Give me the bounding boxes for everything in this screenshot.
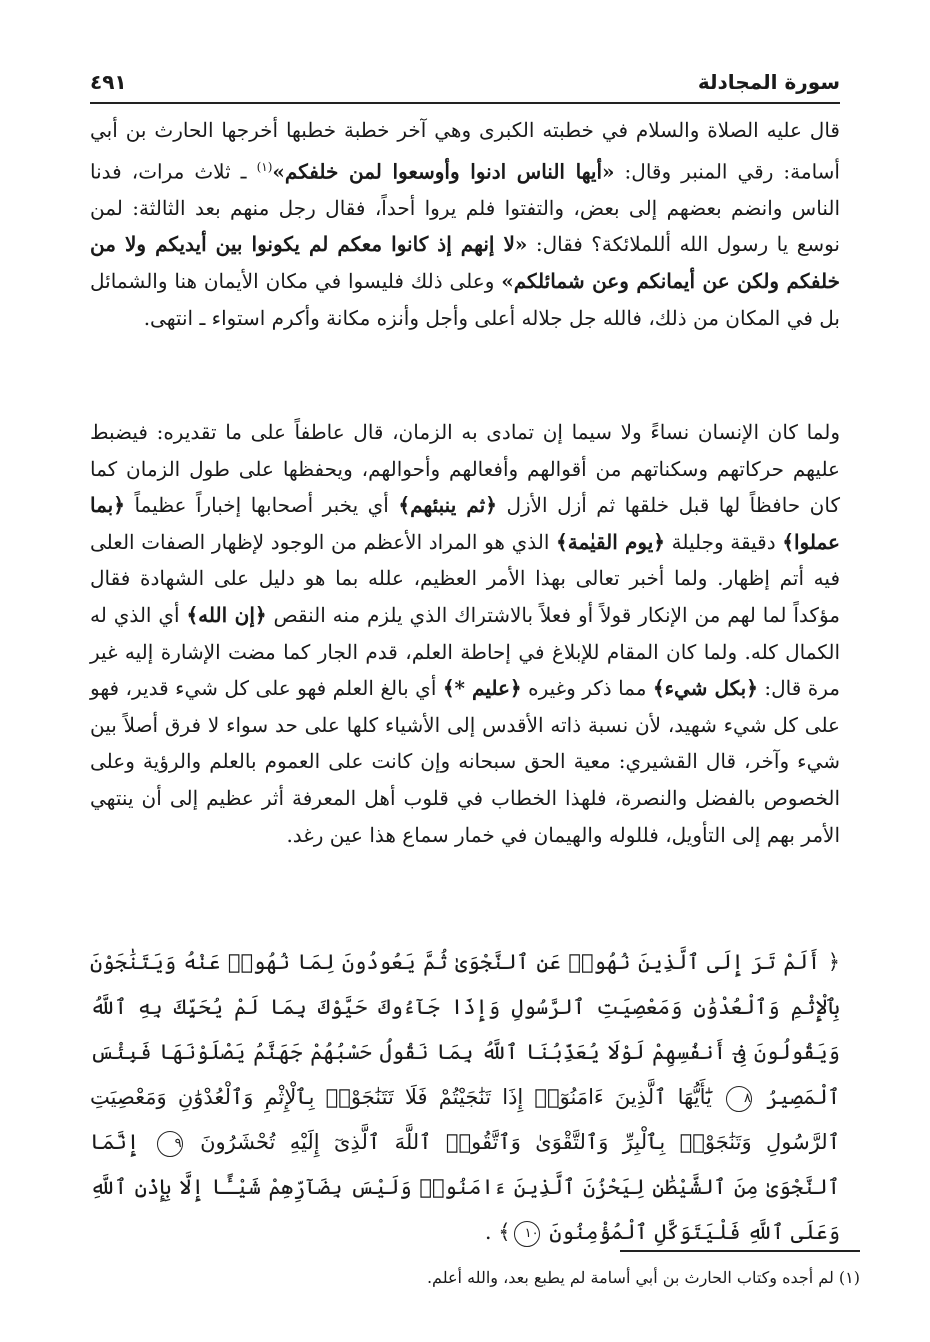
verse-open-bracket: ﴿	[827, 950, 840, 974]
text-run: مما ذكر وغيره	[521, 676, 653, 701]
text-run: دقيقة وجليلة	[665, 529, 783, 554]
verse-9: يَٰٓأَيُّهَا ٱلَّذِينَ ءَامَنُوٓا۟ إِذَا تَنَٰجَيْتُمْ فَلَا تَتَنَٰجَوْا۟ بِٱلْإِثْمِ وَٱلْعُدْوَٰنِ وَمَعْصِيَتِ ٱلرَّسُولِ وَتَنَٰجَوْا۟ بِٱلْبِرِّ وَٱلتَّقْوَىٰ وَٱتَّقُوا۟ ٱللَّهَ ٱلَّذِىٓ إِلَيْهِ تُحْشَرُونَ	[90, 1085, 840, 1154]
text-run: ولما كان الإنسان نساءً ولا سيما إن تمادى به الزمان، قال عاطفاً على ما تقديره: فيضبط عليهم حركاتهم وسكناتهم من أقوالهم وأفعالهم وأحوالهم، ويحفظها على طول الزمان كما كان حافظاً لها قبل خلقها ثم أزل الأزل	[90, 420, 840, 518]
paragraph-hadith	[90, 112, 840, 336]
surah-title: سورة المجادلة	[697, 70, 840, 94]
text-run: أي يخبر أصحابها إخباراً عظيماً	[124, 493, 399, 518]
footnote-divider	[620, 1250, 860, 1252]
quran-quote: ﴿يوم القيٰمة﴾	[556, 529, 666, 554]
footnote: (١) لم أجده وكتاب الحارث بن أبي أسامة لم يطبع بعد، والله أعلم.	[426, 1268, 860, 1287]
text-run: أي بالغ العلم فهو على كل شيء قدير، فهو على كل شيء شهيد، لأن نسبة ذاته الأقدس إلى الأشياء كلها على حد سواء لا فرق أصلاً بين شيء وآخر، قال القشيري: معية الحق سبحانه وإن كانت على العموم بالعلم والرؤية وعلى الخصوص بالفضل والنصرة، فلهذا الخطاب في قلوب أهل المعرفة أثر عظيم إلى أن ينتهي الأمر بهم إلى التأويل، فللوله والهيمان في خمار سماع هذا عين رغد.	[90, 676, 841, 847]
text-run: ـ ثلاث مرات، فدنا الناس وانضم بعضهم إلى بعض، والتفتوا فلم يروا أحداً، فقال رجل منهم بعد الثالثة: لمن نوسع يا رسول الله أللملائكة؟ فقال:	[90, 159, 840, 257]
hadith-quote: «لا إنهم إذ كانوا معكم لم يكونوا بين أيديكم ولا من خلفكم ولكن عن أيمانكم وعن شمائلكم»	[90, 232, 840, 294]
hadith-quote: «أيها الناس ادنوا وأوسعوا لمن خلفكم»	[272, 159, 615, 184]
quran-quote: ﴿بما عملوا﴾	[90, 493, 840, 554]
quran-verses	[90, 940, 840, 1255]
footnote-marker: (١)	[256, 159, 273, 174]
page-number: ٤٩١	[90, 70, 127, 94]
verse-10: إِنَّمَا ٱلنَّجْوَىٰ مِنَ ٱلشَّيْطَٰنِ لِيَحْزُنَ ٱلَّذِينَ ءَامَنُوا۟ وَلَيْسَ بِضَآرِّهِمْ شَيْـًٔا إِلَّا بِإِذْنِ ٱللَّهِ وَعَلَى ٱللَّهِ فَلْيَتَوَكَّلِ ٱلْمُؤْمِنُونَ	[90, 1130, 840, 1244]
quran-quote: ﴿إن الله﴾	[186, 602, 267, 627]
text-run: أي الذي له الكمال كله. ولما كان المقام للإبلاغ في إحاطة العلم، قدم الجار كما مضت الإشارة إليه غير مرة قال:	[90, 602, 840, 701]
page-header	[90, 62, 840, 104]
text-run: قال عليه الصلاة والسلام في خطبته الكبرى وهي آخر خطبة خطبها أخرجها الحارث بن أبي أسامة: رقي المنبر وقال:	[90, 118, 840, 184]
ayah-number-9: ٩	[157, 1131, 183, 1157]
quran-quote: ﴿عليم *﴾	[442, 676, 522, 701]
text-run: وعلى ذلك فليسوا في مكان الأيمان هنا والشمائل بل في المكان من ذلك، فالله جل جلاله أعلى وأجل وأنزه مكانة وأكرم استواء ـ انتهى.	[90, 269, 840, 330]
ayah-number-10: ١٠	[514, 1221, 540, 1247]
ayah-number-8: ٨	[726, 1086, 752, 1112]
quran-quote: ﴿بكل شيء﴾	[652, 676, 758, 701]
verse-8: أَلَمْ تَرَ إِلَى ٱلَّذِينَ نُهُوا۟ عَنِ ٱلنَّجْوَىٰ ثُمَّ يَعُودُونَ لِمَا نُهُوا۟ عَنْهُ وَيَتَنَٰجَوْنَ بِٱلْإِثْمِ وَٱلْعُدْوَٰنِ وَمَعْصِيَتِ ٱلرَّسُولِ وَإِذَا جَآءُوكَ حَيَّوْكَ بِمَا لَمْ يُحَيِّكَ بِهِ ٱللَّهُ وَيَقُولُونَ فِىٓ أَنفُسِهِمْ لَوْلَا يُعَذِّبُنَا ٱللَّهُ بِمَا نَقُولُ حَسْبُهُمْ جَهَنَّمُ يَصْلَوْنَهَا فَبِئْسَ ٱلْمَصِيرُ	[90, 950, 840, 1109]
verse-close-bracket: ﴾ .	[484, 1220, 511, 1244]
paragraph-commentary	[90, 414, 840, 853]
text-run: الذي هو المراد الأعظم من الوجود لإظهار الصفات العلى فيه أتم إظهار. ولما أخبر تعالى بهذا الأمر العظيم، علله بما هو دليل على الشهادة فقال مؤكداً لما لهم من الإنكار قولاً أو فعلاً بالاشتراك الذي يلزم منه النقص	[90, 529, 840, 627]
quran-quote: ﴿ثم ينبئهم﴾	[398, 493, 497, 518]
